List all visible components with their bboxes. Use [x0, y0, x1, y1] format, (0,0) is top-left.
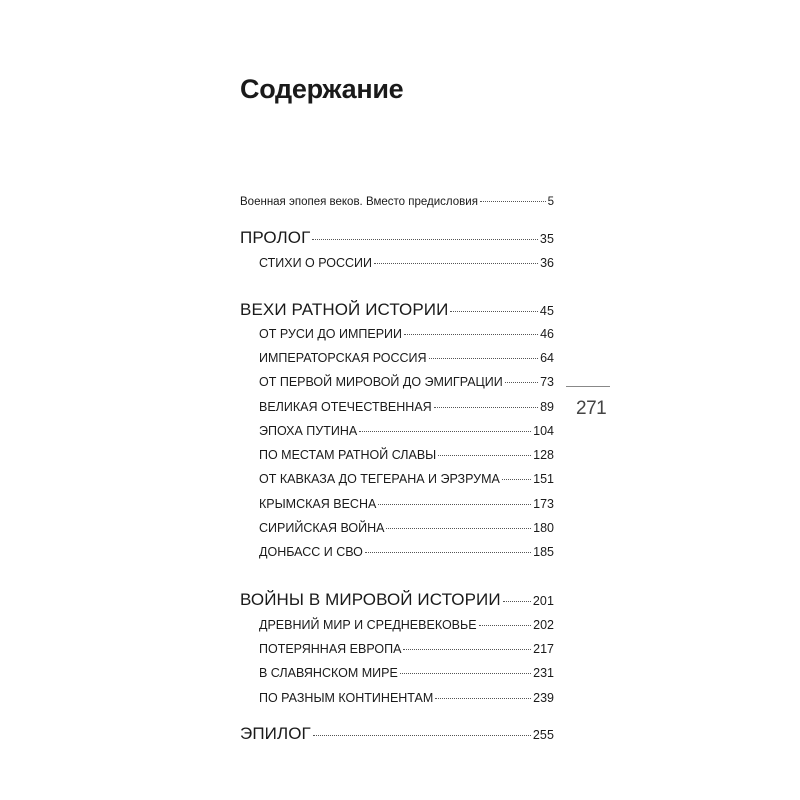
toc-entry[interactable]	[259, 424, 554, 438]
toc-entry-page: 202	[533, 618, 554, 632]
dot-leader	[386, 528, 531, 529]
dot-leader	[365, 552, 531, 553]
toc-entry[interactable]	[259, 400, 554, 414]
dot-leader	[359, 431, 531, 432]
toc-entry-label: Военная эпопея веков. Вместо предисловия	[240, 196, 478, 208]
page-title: Содержание	[240, 74, 404, 104]
toc-entry-page: 151	[533, 472, 554, 486]
dot-leader	[429, 358, 539, 359]
dot-leader	[403, 649, 531, 650]
dot-leader	[479, 625, 532, 626]
toc-entry[interactable]	[259, 691, 554, 705]
toc-entry-page: 173	[533, 497, 554, 511]
dot-leader	[438, 455, 531, 456]
toc-entry-page: 104	[533, 424, 554, 438]
toc-entry-intro[interactable]	[240, 196, 554, 208]
toc-section-page: 201	[532, 594, 554, 608]
toc-entry-page: 64	[540, 351, 554, 365]
toc-entry[interactable]	[259, 327, 554, 341]
toc-entry-label: В СЛАВЯНСКОМ МИРЕ	[259, 666, 398, 680]
toc-entry-page: 89	[540, 400, 554, 414]
dot-leader	[400, 673, 531, 674]
dot-leader	[480, 201, 546, 202]
toc-entry-page: 180	[533, 521, 554, 535]
toc-entry[interactable]	[259, 256, 554, 270]
toc-entry-page: 46	[540, 327, 554, 341]
toc-entry[interactable]	[259, 618, 554, 632]
dot-leader	[435, 698, 531, 699]
toc-entry[interactable]	[259, 448, 554, 462]
toc-section-label: ЭПИЛОГ	[240, 724, 311, 743]
toc-section-label: ПРОЛОГ	[240, 228, 311, 247]
toc-section-label: ВОЙНЫ В МИРОВОЙ ИСТОРИИ	[240, 590, 501, 609]
toc-entry[interactable]	[259, 351, 554, 365]
toc-entry-page: 239	[533, 691, 554, 705]
page-number-marker	[566, 386, 610, 426]
dot-leader	[313, 735, 531, 736]
toc-entry-page: 231	[533, 666, 554, 680]
toc-entry[interactable]	[259, 472, 554, 486]
toc-entry-label: ОТ ПЕРВОЙ МИРОВОЙ ДО ЭМИГРАЦИИ	[259, 375, 503, 389]
toc-entry-label: КРЫМСКАЯ ВЕСНА	[259, 497, 377, 511]
toc-section-epilogue[interactable]	[240, 724, 554, 744]
toc-entry-page: 217	[533, 642, 554, 656]
toc-entry-page: 5	[547, 196, 554, 208]
toc-section-label: ВЕХИ РАТНОЙ ИСТОРИИ	[240, 300, 449, 319]
toc-entry-page: 128	[533, 448, 554, 462]
toc-entry-page: 73	[540, 375, 554, 389]
toc-entry[interactable]	[259, 497, 554, 511]
toc-section-page: 45	[539, 304, 554, 318]
dot-leader	[502, 479, 531, 480]
dot-leader	[505, 382, 538, 383]
dot-leader	[434, 407, 538, 408]
table-of-contents	[240, 0, 554, 800]
toc-entry-label: ОТ КАВКАЗА ДО ТЕГЕРАНА И ЭРЗРУМА	[259, 472, 500, 486]
toc-entry-label: ВЕЛИКАЯ ОТЕЧЕСТВЕННАЯ	[259, 400, 432, 414]
toc-entry-page: 185	[533, 545, 554, 559]
toc-entry-label: СИРИЙСКАЯ ВОЙНА	[259, 521, 385, 535]
toc-entry-label: ПОТЕРЯННАЯ ЕВРОПА	[259, 642, 402, 656]
dot-leader	[503, 601, 531, 602]
toc-entry-label: СТИХИ О РОССИИ	[259, 256, 373, 270]
toc-entry-page: 36	[540, 256, 554, 270]
dot-leader	[312, 239, 537, 240]
toc-section-world-wars[interactable]	[240, 590, 554, 610]
dot-leader	[404, 334, 538, 335]
dot-leader	[450, 311, 537, 312]
toc-entry-label: ПО РАЗНЫМ КОНТИНЕНТАМ	[259, 691, 434, 705]
toc-entry-label: ДРЕВНИЙ МИР И СРЕДНЕВЕКОВЬЕ	[259, 618, 477, 632]
dot-leader	[378, 504, 531, 505]
toc-entry-label: ПО МЕСТАМ РАТНОЙ СЛАВЫ	[259, 448, 437, 462]
toc-section-milestones[interactable]	[240, 300, 554, 320]
page-number: 271	[576, 398, 607, 419]
toc-entry-label: ОТ РУСИ ДО ИМПЕРИИ	[259, 327, 403, 341]
page-number-rule	[566, 386, 610, 387]
toc-entry[interactable]	[259, 642, 554, 656]
toc-entry[interactable]	[259, 521, 554, 535]
toc-entry[interactable]	[259, 666, 554, 680]
dot-leader	[374, 263, 538, 264]
toc-entry-label: ИМПЕРАТОРСКАЯ РОССИЯ	[259, 351, 427, 365]
toc-entry-label: ДОНБАСС И СВО	[259, 545, 363, 559]
toc-entry[interactable]	[259, 375, 554, 389]
toc-entry[interactable]	[259, 545, 554, 559]
toc-section-page: 35	[539, 232, 554, 246]
toc-section-page: 255	[532, 728, 554, 742]
toc-section-prologue[interactable]	[240, 228, 554, 248]
toc-entry-label: ЭПОХА ПУТИНА	[259, 424, 358, 438]
